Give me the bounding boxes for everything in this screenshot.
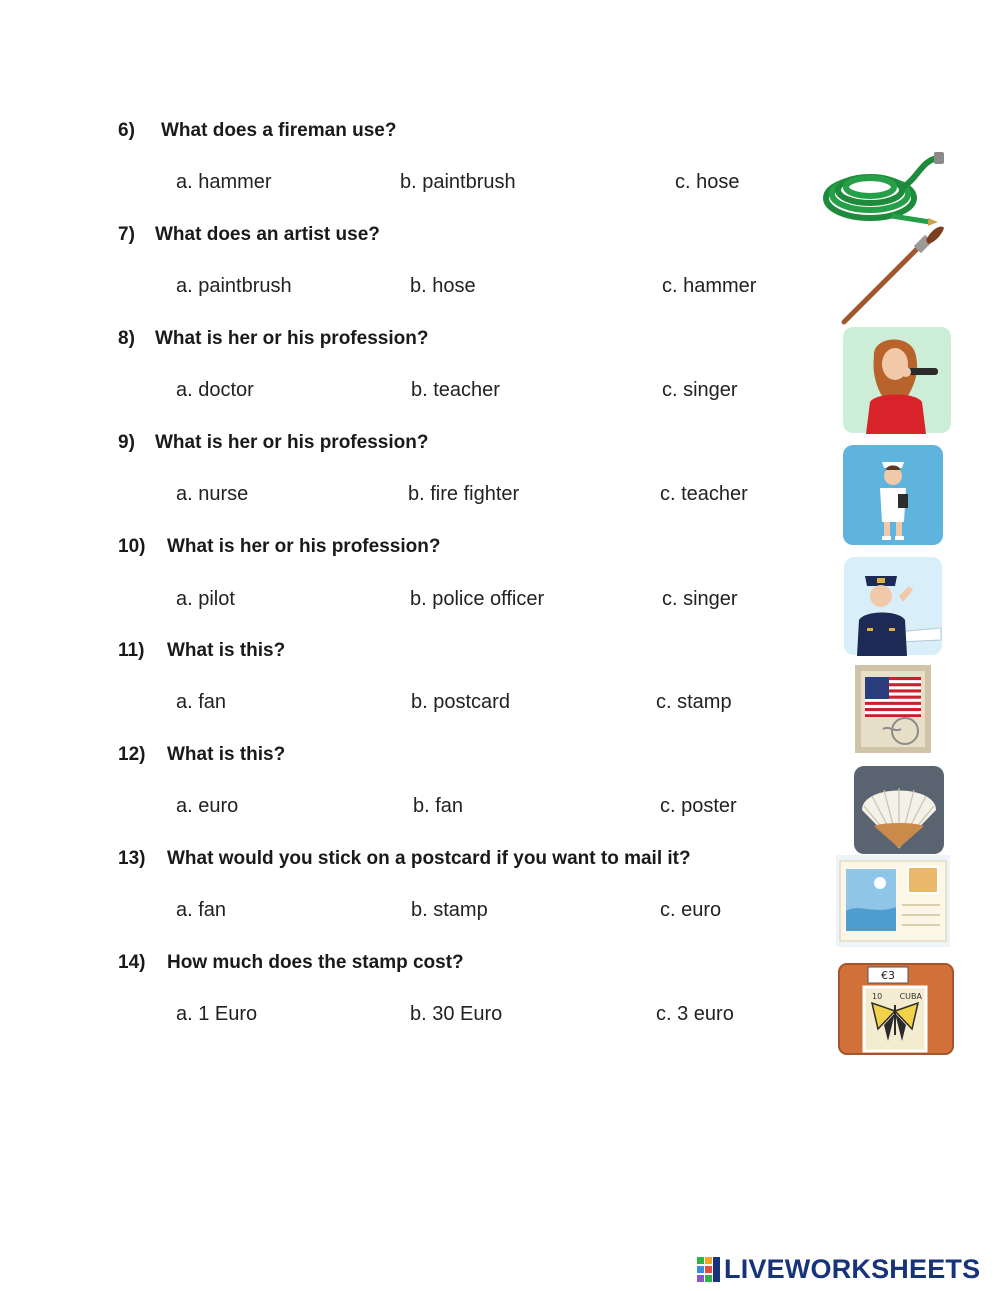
option-12c[interactable]: c. poster — [660, 795, 737, 817]
question-11 — [118, 640, 285, 662]
question-14 — [118, 952, 464, 974]
postcard-icon — [836, 855, 950, 947]
option-8b[interactable]: b. teacher — [411, 379, 500, 401]
option-14b[interactable]: b. 30 Euro — [410, 1003, 503, 1025]
pilot-icon — [843, 556, 943, 656]
question-number: 11) — [118, 640, 145, 661]
liveworksheets-brand[interactable] — [697, 1254, 980, 1285]
option-12b[interactable]: b. fan — [413, 795, 464, 817]
question-text: How much does the stamp cost? — [167, 952, 464, 973]
option-13c[interactable]: c. euro — [660, 899, 722, 921]
option-10a[interactable]: a. pilot — [176, 588, 235, 610]
price-tag: €3 — [881, 969, 895, 982]
question-text: What is her or his profession? — [167, 536, 441, 557]
question-text: What is her or his profession? — [155, 328, 429, 349]
option-6c[interactable]: c. hose — [675, 171, 740, 193]
question-number: 6) — [118, 120, 135, 141]
question-text: What does a fireman use? — [161, 120, 397, 141]
stamp-country: CUBA — [899, 992, 922, 1001]
question-text: What would you stick on a postcard if you want to mail it? — [167, 848, 691, 869]
option-9b[interactable]: b. fire fighter — [408, 483, 520, 505]
option-13a[interactable]: a. fan — [176, 899, 227, 921]
option-6a[interactable]: a. hammer — [176, 171, 272, 193]
liveworksheets-logo-icon — [697, 1257, 721, 1283]
option-11c[interactable]: c. stamp — [656, 691, 732, 713]
question-13 — [118, 848, 691, 870]
option-12a[interactable]: a. euro — [176, 795, 239, 817]
option-14a[interactable]: a. 1 Euro — [176, 1003, 258, 1025]
question-number: 8) — [118, 328, 135, 349]
question-10 — [118, 536, 440, 558]
brand-name: LIVEWORKSHEETS — [724, 1254, 981, 1284]
option-9a[interactable]: a. nurse — [176, 483, 249, 505]
question-text: What is her or his profession? — [155, 432, 429, 453]
question-number: 7) — [118, 224, 135, 245]
option-10c[interactable]: c. singer — [662, 588, 738, 610]
singer-icon — [842, 326, 952, 434]
question-9 — [118, 432, 428, 454]
option-8a[interactable]: a. doctor — [176, 379, 254, 401]
option-14c[interactable]: c. 3 euro — [656, 1003, 734, 1025]
question-number: 10) — [118, 536, 146, 557]
option-6b[interactable]: b. paintbrush — [400, 171, 516, 193]
option-11b[interactable]: b. postcard — [411, 691, 510, 713]
butterfly-stamp-icon — [838, 963, 954, 1055]
option-8c[interactable]: c. singer — [662, 379, 738, 401]
us-flag-stamp-icon — [855, 665, 931, 753]
question-number: 13) — [118, 848, 146, 869]
option-13b[interactable]: b. stamp — [411, 899, 488, 921]
question-number: 12) — [118, 744, 146, 765]
nurse-icon — [842, 444, 944, 546]
option-10b[interactable]: b. police officer — [410, 588, 545, 610]
question-number: 14) — [118, 952, 146, 973]
question-12 — [118, 744, 285, 766]
question-8 — [118, 328, 428, 350]
option-9c[interactable]: c. teacher — [660, 483, 748, 505]
paintbrush-icon — [838, 222, 948, 326]
question-6 — [118, 120, 396, 142]
question-text: What is this? — [167, 744, 286, 765]
hose-icon — [822, 150, 948, 226]
question-number: 9) — [118, 432, 135, 453]
hand-fan-icon — [854, 766, 944, 854]
option-7a[interactable]: a. paintbrush — [176, 275, 292, 297]
question-text: What does an artist use? — [155, 224, 380, 245]
question-7 — [118, 224, 380, 246]
question-text: What is this? — [167, 640, 286, 661]
stamp-value: 10 — [872, 992, 883, 1001]
option-7b[interactable]: b. hose — [410, 275, 476, 297]
option-7c[interactable]: c. hammer — [662, 275, 757, 297]
option-11a[interactable]: a. fan — [176, 691, 227, 713]
